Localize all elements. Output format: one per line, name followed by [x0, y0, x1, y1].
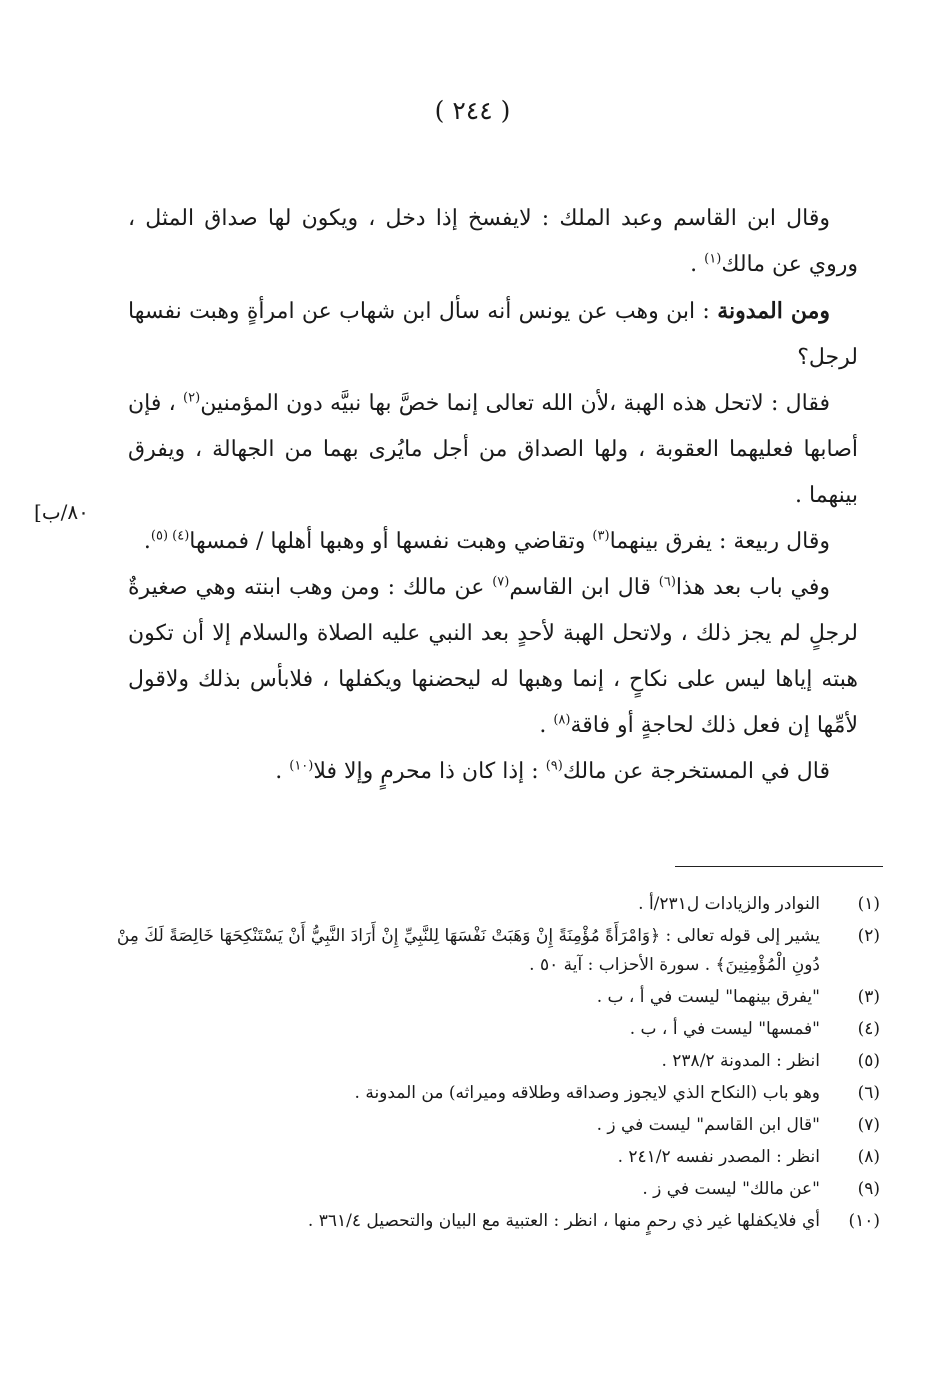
- paragraph-5-part-3: عن مالك : ومن وهب ابنته وهي صغيرةٌ لرجلٍ لم يجز ذلك ، ولاتحل الهبة لأحدٍ بعد النبي عليه الصلاة والسلام إلا أن تكون هبته إياها ليس على نكاحٍ ، إنما وهبها له ليحضنها ويكفلها ، فلابأس بذلك ولاقول لأمِّها إن فعل ذلك لحاجةٍ أو فاقة: [128, 575, 858, 738]
- footnote-2: [108, 922, 880, 980]
- paragraph-3: [128, 381, 858, 519]
- paragraph-4-part-1: وقال ربيعة : يفرق بينهما: [609, 529, 830, 554]
- footnote-text: "قال ابن القاسم" ليست في ز .: [596, 1115, 820, 1135]
- footnote-ref-8: (٨): [553, 712, 571, 728]
- paragraph-2: [128, 288, 858, 381]
- paragraph-4-part-2: وتقاضي وهبت نفسها أو وهبها أهلها / فمسها: [189, 529, 593, 554]
- footnote-text: "يفرق بينهما" ليست في أ ، ب .: [596, 987, 820, 1007]
- footnote-number: (٧): [857, 1115, 880, 1135]
- footnote-6: [108, 1079, 880, 1108]
- footnote-number: (١): [857, 894, 880, 914]
- footnote-number: (٦): [857, 1083, 880, 1103]
- footnote-ref-3: (٣): [592, 528, 610, 544]
- footnote-number: (٣): [857, 987, 880, 1007]
- footnote-7: [108, 1111, 880, 1140]
- footnote-5: [108, 1047, 880, 1076]
- paragraph-6-end: .: [275, 759, 290, 784]
- footnote-text: انظر : المصدر نفسه ٢٤١/٢ .: [617, 1147, 820, 1167]
- paragraph-6-part-2: : إذا كان ذا محرمٍ وإلا فلا: [313, 759, 546, 784]
- paragraph-1-end: .: [690, 252, 705, 277]
- footnote-ref-4-5: (٤) (٥): [150, 528, 190, 544]
- footnote-ref-7: (٧): [492, 574, 510, 590]
- footnote-number: (٥): [857, 1051, 880, 1071]
- footnote-number: (٢): [857, 926, 880, 946]
- footnote-text: انظر : المدونة ٢٣٨/٢ .: [661, 1051, 820, 1071]
- footnote-ref-6: (٦): [658, 574, 676, 590]
- paragraph-1: [128, 196, 858, 288]
- paragraph-6-part-1: قال في المستخرجة عن مالك: [562, 759, 830, 784]
- footnote-separator: [675, 866, 883, 867]
- footnote-number: (١٠): [848, 1211, 880, 1231]
- footnote-text: يشير إلى قوله تعالى : ﴿وَامْرَأَةً مُؤْمِنَةً إِنْ وَهَبَتْ نَفْسَهَا لِلنَّبِيِّ إِنْ أَرَادَ النَّبِيُّ أَنْ يَسْتَنْكِحَهَا خَالِصَةً لَكَ مِنْ دُونِ الْمُؤْمِنِينَ﴾ . سورة الأحزاب : آية ٥٠ .: [116, 926, 820, 975]
- paragraph-5-part-2: قال ابن القاسم: [509, 575, 659, 600]
- footnote-number: (٤): [857, 1019, 880, 1039]
- footnote-ref-9: (٩): [545, 758, 563, 774]
- footnote-ref-10: (١٠): [289, 758, 314, 774]
- footnote-3: [108, 983, 880, 1012]
- footnote-10: [108, 1207, 880, 1236]
- footnote-ref-1: (١): [704, 251, 722, 267]
- footnote-text: "فمسها" ليست في أ ، ب .: [629, 1019, 820, 1039]
- footnote-text: النوادر والزيادات ل٢٣١/أ .: [638, 894, 820, 914]
- footnote-9: [108, 1175, 880, 1204]
- footnote-number: (٩): [857, 1179, 880, 1199]
- footnote-ref-2: (٢): [183, 390, 201, 406]
- paragraph-5: [128, 565, 858, 749]
- paragraph-5-part-1: وفي باب بعد هذا: [675, 575, 831, 600]
- footnote-text: "عن مالك" ليست في ز .: [642, 1179, 820, 1199]
- paragraph-6: [128, 749, 858, 795]
- paragraph-4-end: .: [143, 529, 151, 554]
- paragraph-2-text: : ابن وهب عن يونس أنه سأل ابن شهاب عن امرأةٍ وهبت نفسها لرجل؟: [128, 299, 858, 370]
- paragraph-4: [128, 519, 858, 565]
- footnote-text: أي فلايكفلها غير ذي رحمٍ منها ، انظر : العتبية مع البيان والتحصيل ٣٦١/٤ .: [307, 1211, 820, 1231]
- footnote-8: [108, 1143, 880, 1172]
- page-number: ( ٢٤٤ ): [434, 96, 511, 125]
- main-text: [128, 196, 858, 795]
- footnote-text: وهو باب (النكاح الذي لايجوز وصداقه وطلاقه وميراثه) من المدونة .: [354, 1083, 820, 1103]
- manuscript-folio-marker: [٨٠/ب: [34, 500, 89, 524]
- footnotes: [108, 890, 880, 1239]
- paragraph-3-part-1: فقال : لاتحل هذه الهبة ،لأن الله تعالى إنما خصَّ بها نبيَّه دون المؤمنين: [200, 391, 830, 416]
- paragraph-5-end: .: [539, 713, 554, 738]
- footnote-1: [108, 890, 880, 919]
- footnote-4: [108, 1015, 880, 1044]
- paragraph-3-part-2: ، فإن أصابها فعليهما العقوبة ، ولها الصداق من أجل مايُرى بهما من الجهالة ، ويفرق بينهما .: [128, 391, 858, 508]
- footnote-number: (٨): [857, 1147, 880, 1167]
- paragraph-1-text: وقال ابن القاسم وعبد الملك : لايفسخ إذا دخل ، ويكون لها صداق المثل ، وروي عن مالك: [128, 206, 858, 277]
- source-heading-mudawwana: ومن المدونة: [717, 298, 830, 324]
